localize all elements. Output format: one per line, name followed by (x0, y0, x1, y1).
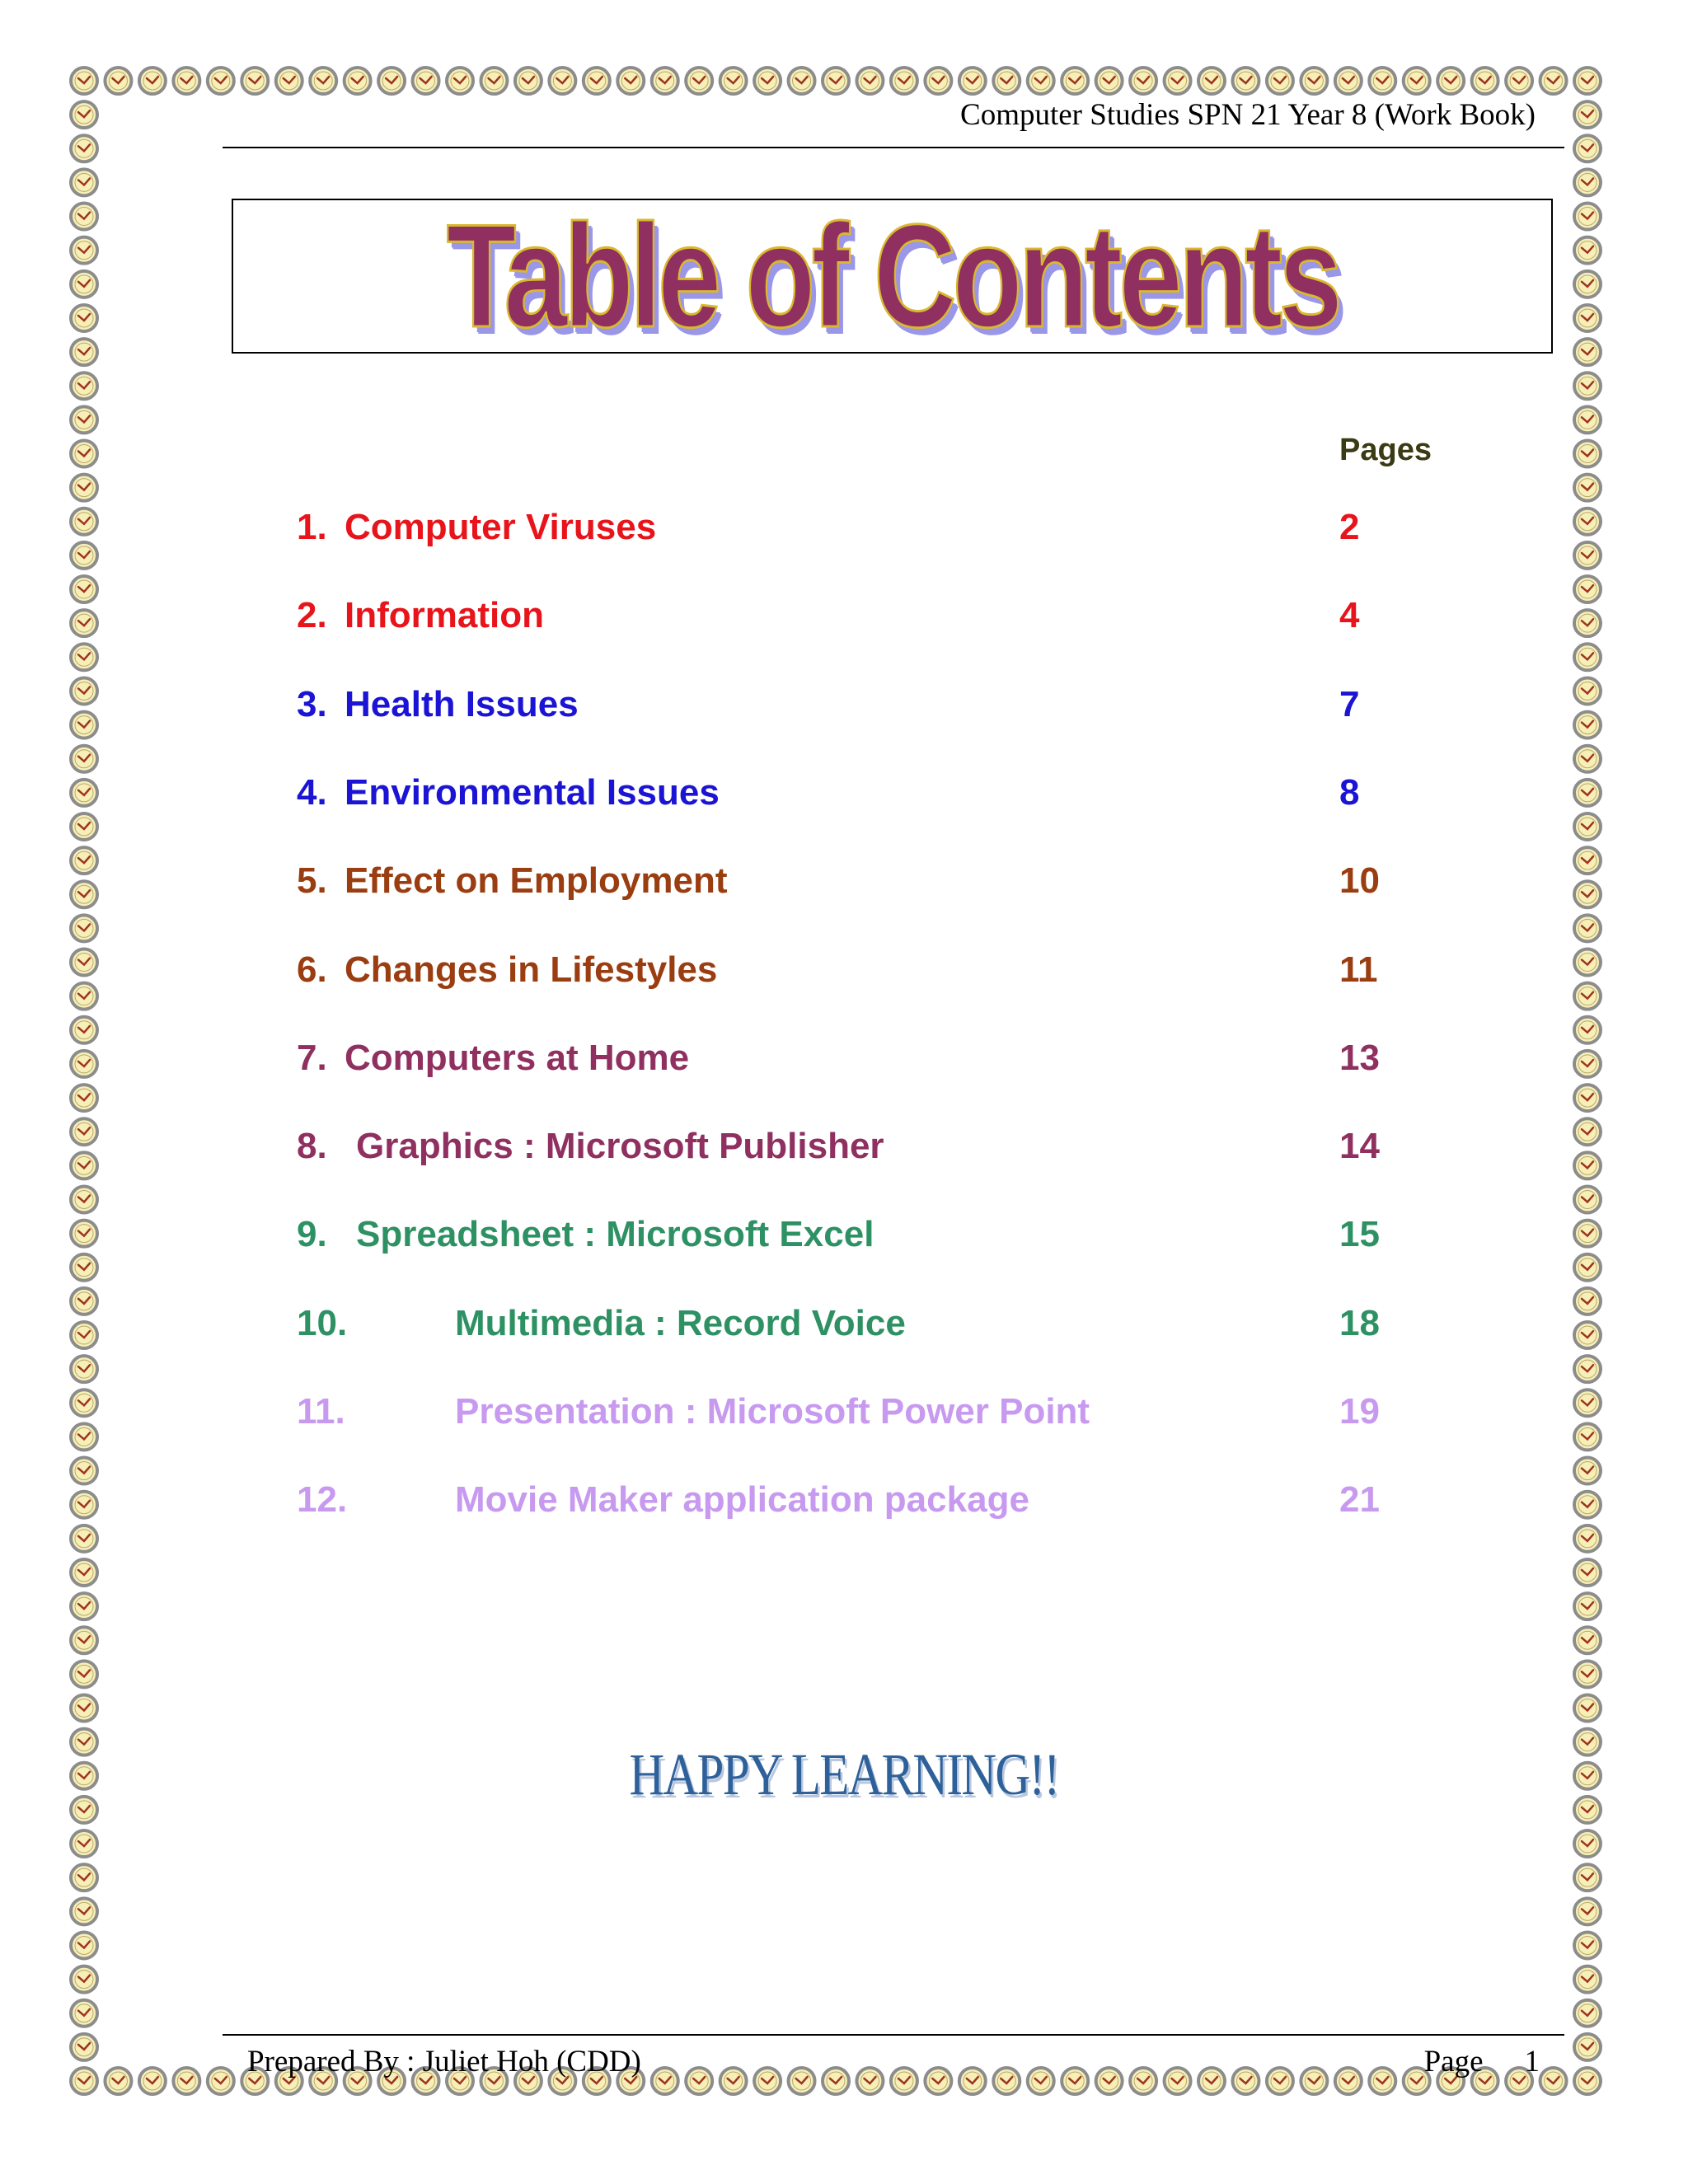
clock-icon (71, 2000, 97, 2027)
clock-icon (1335, 68, 1362, 94)
clock-icon (925, 2068, 951, 2094)
clock-icon (71, 1898, 97, 1924)
toc-entry (297, 941, 1451, 999)
clock-icon (1574, 271, 1601, 298)
toc-entry (297, 1295, 1451, 1352)
toc-entry (297, 499, 1451, 556)
clock-icon (208, 68, 234, 94)
clock-icon (1096, 68, 1123, 94)
clock-icon (1574, 237, 1601, 264)
page-footer (1424, 2044, 1540, 2079)
clock-icon (71, 949, 97, 976)
clock-icon (139, 68, 166, 94)
toc-entry-page: 11 (1339, 949, 1378, 990)
clock-icon (71, 1423, 97, 1450)
toc-entry (297, 852, 1451, 910)
clock-icon (71, 813, 97, 840)
clock-icon (71, 339, 97, 365)
clock-icon (1574, 1864, 1601, 1891)
clock-icon (1574, 101, 1601, 128)
clock-icon (891, 68, 917, 94)
clock-icon (1369, 2068, 1395, 2094)
clock-icon (71, 68, 97, 94)
header-rule (223, 147, 1564, 148)
toc-entry-title: Movie Maker application package (455, 1479, 1029, 1521)
clock-icon (1574, 780, 1601, 806)
clock-icon (1506, 68, 1532, 94)
clock-icon (1574, 1830, 1601, 1857)
clock-icon (71, 2034, 97, 2060)
toc-entry-number: 6. (297, 949, 327, 990)
clock-icon (1574, 576, 1601, 602)
clock-icon (71, 406, 97, 433)
clock-icon (71, 373, 97, 399)
toc-entry (297, 1118, 1451, 1175)
clock-icon (71, 610, 97, 636)
toc-entry-number: 3. (297, 683, 327, 724)
clock-icon (1062, 68, 1088, 94)
clock-icon (71, 1051, 97, 1077)
clock-icon (1574, 1966, 1601, 1993)
clock-icon (1165, 2068, 1191, 2094)
clock-icon (71, 1627, 97, 1653)
clock-icon (71, 169, 97, 195)
clock-icon (1574, 1017, 1601, 1043)
clock-icon (105, 2068, 131, 2094)
toc-entry-number: 11. (297, 1391, 345, 1432)
clock-icon (1574, 677, 1601, 704)
clock-icon (1335, 2068, 1362, 2094)
clock-icon (549, 68, 575, 94)
clock-icon (1574, 169, 1601, 195)
clock-icon (1574, 1322, 1601, 1348)
clock-icon (71, 440, 97, 466)
title-box (232, 194, 1553, 358)
toc-entry-number: 5. (297, 860, 327, 902)
clock-icon (71, 1559, 97, 1586)
clock-icon (71, 1085, 97, 1111)
clock-icon (754, 68, 781, 94)
clock-icon (686, 2068, 712, 2094)
toc-entry-page: 21 (1339, 1479, 1380, 1521)
clock-icon (925, 68, 951, 94)
clock-icon (1574, 983, 1601, 1010)
clock-icon (1574, 2034, 1601, 2060)
toc-entry-title: Effect on Employment (345, 860, 728, 902)
clock-icon (1574, 1390, 1601, 1416)
clock-icon (993, 68, 1020, 94)
clock-icon (71, 1152, 97, 1179)
clock-icon (71, 1593, 97, 1619)
clock-icon (71, 881, 97, 907)
clock-icon (71, 1932, 97, 1958)
clock-icon (71, 1763, 97, 1789)
clock-icon (71, 576, 97, 602)
clock-icon (1574, 881, 1601, 907)
toc-entry (297, 1471, 1451, 1529)
clock-icon (652, 68, 678, 94)
toc-entry (297, 764, 1451, 822)
toc-entry-number: 1. (297, 507, 327, 547)
clock-icon (1574, 204, 1601, 230)
clock-icon (71, 1458, 97, 1484)
clock-icon (1301, 2068, 1327, 2094)
clock-icon (71, 1830, 97, 1857)
clock-icon (71, 746, 97, 772)
clock-icon (823, 68, 849, 94)
clock-icon (1574, 1526, 1601, 1552)
toc-entry-title: Spreadsheet : Microsoft Excel (356, 1214, 874, 1255)
clock-icon (1028, 68, 1054, 94)
clock-icon (71, 237, 97, 264)
clock-icon (1574, 2068, 1601, 2094)
clock-icon (1574, 746, 1601, 772)
page-label: Page (1423, 2045, 1484, 2079)
clock-icon (71, 644, 97, 670)
clock-icon (71, 1017, 97, 1043)
clock-icon (71, 101, 97, 128)
clock-icon (71, 983, 97, 1010)
toc-entry (297, 1383, 1451, 1441)
toc-entry-number: 2. (297, 595, 327, 636)
clock-icon (1574, 1254, 1601, 1281)
clock-icon (1574, 1729, 1601, 1755)
clock-icon (71, 1797, 97, 1823)
clock-icon (856, 2068, 883, 2094)
clock-icon (1574, 813, 1601, 840)
clock-icon (515, 68, 542, 94)
clock-icon (413, 68, 439, 94)
clock-icon (71, 915, 97, 941)
clock-icon (71, 204, 97, 230)
toc-entry-title: Environmental Issues (345, 771, 720, 813)
clock-icon (71, 1356, 97, 1382)
clock-icon (1028, 2068, 1054, 2094)
clock-icon (71, 1322, 97, 1348)
clock-icon (378, 68, 405, 94)
clock-icon (1232, 2068, 1259, 2094)
clock-icon (959, 2068, 986, 2094)
clock-icon (993, 2068, 1020, 2094)
clock-icon (71, 1661, 97, 1687)
clock-icon (1574, 1593, 1601, 1619)
clock-icon (105, 68, 131, 94)
toc-entry-number: 7. (297, 1037, 327, 1078)
clock-icon (71, 1492, 97, 1518)
clock-icon (789, 68, 815, 94)
toc-entry-number: 8. (297, 1126, 327, 1167)
toc-entry-page: 10 (1339, 860, 1380, 902)
clock-icon (71, 475, 97, 501)
toc-entry-number: 4. (297, 771, 327, 813)
clock-icon (173, 68, 199, 94)
clock-icon (1574, 135, 1601, 162)
clock-icon (1574, 68, 1601, 94)
clock-icon (71, 1966, 97, 1993)
clock-icon (1574, 305, 1601, 331)
clock-icon (1574, 1932, 1601, 1958)
toc-entry-page: 19 (1339, 1391, 1380, 1432)
clock-icon (1267, 68, 1293, 94)
clock-icon (1198, 68, 1225, 94)
clock-icon (310, 68, 336, 94)
clock-icon (1574, 1492, 1601, 1518)
clock-icon (584, 68, 610, 94)
clock-icon (959, 68, 986, 94)
clock-icon (276, 68, 302, 94)
clock-icon (71, 677, 97, 704)
toc-entry-page: 18 (1339, 1302, 1380, 1343)
clock-icon (1096, 2068, 1123, 2094)
clock-icon (1574, 1695, 1601, 1722)
clock-icon (1062, 2068, 1088, 2094)
clock-icon (1574, 644, 1601, 670)
toc-entry-page: 15 (1339, 1214, 1380, 1255)
toc-entry (297, 1029, 1451, 1087)
toc-entry-title: Information (345, 595, 544, 636)
toc-entry-title: Computers at Home (345, 1037, 690, 1078)
clock-icon (1574, 847, 1601, 874)
toc-entry-number: 10. (297, 1302, 348, 1343)
toc-entry-number: 9. (297, 1214, 327, 1255)
clock-icon (173, 2068, 199, 2094)
clock-icon (71, 1186, 97, 1212)
clock-icon (1574, 509, 1601, 535)
clock-icon (1198, 2068, 1225, 2094)
clock-icon (1574, 542, 1601, 569)
toc-entry-number: 12. (297, 1479, 348, 1521)
clock-icon (71, 509, 97, 535)
clock-icon (1369, 68, 1395, 94)
clock-icon (208, 2068, 234, 2094)
clock-icon (789, 2068, 815, 2094)
toc-entry-title: Computer Viruses (345, 507, 657, 547)
clock-icon (71, 305, 97, 331)
pages-column-label: Pages (1339, 433, 1432, 467)
page-title: Table of Contents (446, 194, 1339, 358)
closing-message: HAPPY LEARNING!! (629, 1741, 1059, 1807)
clock-icon (1574, 2000, 1601, 2027)
clock-icon (1574, 1458, 1601, 1484)
clock-icon (1301, 68, 1327, 94)
clock-icon (71, 1254, 97, 1281)
clock-icon (754, 2068, 781, 2094)
clock-icon (1574, 712, 1601, 738)
toc-entry-page: 2 (1339, 507, 1360, 547)
clock-icon (1165, 68, 1191, 94)
clock-icon (481, 68, 507, 94)
clock-icon (1574, 1627, 1601, 1653)
clock-icon (1574, 1423, 1601, 1450)
clock-icon (241, 68, 268, 94)
clock-icon (1574, 440, 1601, 466)
toc-entry-title: Health Issues (345, 683, 579, 724)
clock-icon (1130, 2068, 1156, 2094)
clock-icon (71, 780, 97, 806)
toc-entry-page: 4 (1339, 595, 1360, 636)
clock-icon (71, 271, 97, 298)
clock-icon (71, 1864, 97, 1891)
clock-icon (71, 847, 97, 874)
toc-entry-title: Presentation : Microsoft Power Point (455, 1391, 1090, 1432)
clock-icon (71, 1288, 97, 1315)
clock-icon (1437, 68, 1464, 94)
toc-entry-title: Graphics : Microsoft Publisher (356, 1126, 884, 1167)
clock-icon (71, 1695, 97, 1722)
footer-rule (223, 2034, 1564, 2036)
clock-icon (1574, 1085, 1601, 1111)
clock-icon (71, 1390, 97, 1416)
clock-icon (1574, 1221, 1601, 1247)
clock-icon (1267, 2068, 1293, 2094)
clock-icon (71, 712, 97, 738)
clock-icon (1130, 68, 1156, 94)
running-header: Computer Studies SPN 21 Year 8 (Work Book) (960, 98, 1536, 132)
clock-icon (1574, 1051, 1601, 1077)
toc-entry-title: Changes in Lifestyles (345, 949, 718, 990)
toc-entry (297, 587, 1451, 644)
clock-icon (71, 1118, 97, 1145)
clock-icon (1540, 2068, 1567, 2094)
toc-entry-page: 14 (1339, 1126, 1380, 1167)
clock-icon (1574, 1288, 1601, 1315)
clock-icon (720, 2068, 747, 2094)
toc-entry-title: Multimedia : Record Voice (455, 1302, 906, 1343)
clock-icon (139, 2068, 166, 2094)
clock-icon (71, 542, 97, 569)
clock-icon (1574, 915, 1601, 941)
clock-icon (345, 68, 371, 94)
clock-icon (1574, 373, 1601, 399)
clock-icon (686, 68, 712, 94)
clock-icon (1574, 1356, 1601, 1382)
clock-icon (1574, 406, 1601, 433)
clock-icon (1404, 68, 1430, 94)
prepared-by: Prepared By : Juliet Hoh (CDD) (247, 2045, 641, 2079)
clock-icon (1540, 68, 1567, 94)
clock-icon (1574, 475, 1601, 501)
clock-icon (71, 2068, 97, 2094)
clock-icon (1574, 1152, 1601, 1179)
clock-icon (1574, 1763, 1601, 1789)
clock-icon (1574, 339, 1601, 365)
clock-icon (1574, 1118, 1601, 1145)
toc-entry-page: 8 (1339, 771, 1360, 813)
clock-icon (71, 1221, 97, 1247)
page-number: 1 (1524, 2045, 1540, 2079)
toc-entry (297, 1206, 1451, 1263)
clock-icon (1472, 68, 1498, 94)
clock-icon (1232, 68, 1259, 94)
clock-icon (823, 2068, 849, 2094)
clock-icon (71, 1526, 97, 1552)
clock-icon (447, 68, 473, 94)
clock-icon (1574, 1898, 1601, 1924)
clock-icon (71, 135, 97, 162)
clock-icon (617, 68, 644, 94)
clock-icon (71, 1729, 97, 1755)
toc-entry-page: 7 (1339, 683, 1360, 724)
clock-icon (1574, 1661, 1601, 1687)
clock-icon (720, 68, 747, 94)
toc-entry-page: 13 (1339, 1037, 1380, 1078)
clock-icon (1574, 1559, 1601, 1586)
clock-icon (1574, 1186, 1601, 1212)
clock-icon (1574, 610, 1601, 636)
clock-icon (652, 2068, 678, 2094)
clock-icon (1574, 949, 1601, 976)
clock-icon (891, 2068, 917, 2094)
clock-icon (1574, 1797, 1601, 1823)
toc-entry (297, 676, 1451, 733)
clock-icon (856, 68, 883, 94)
